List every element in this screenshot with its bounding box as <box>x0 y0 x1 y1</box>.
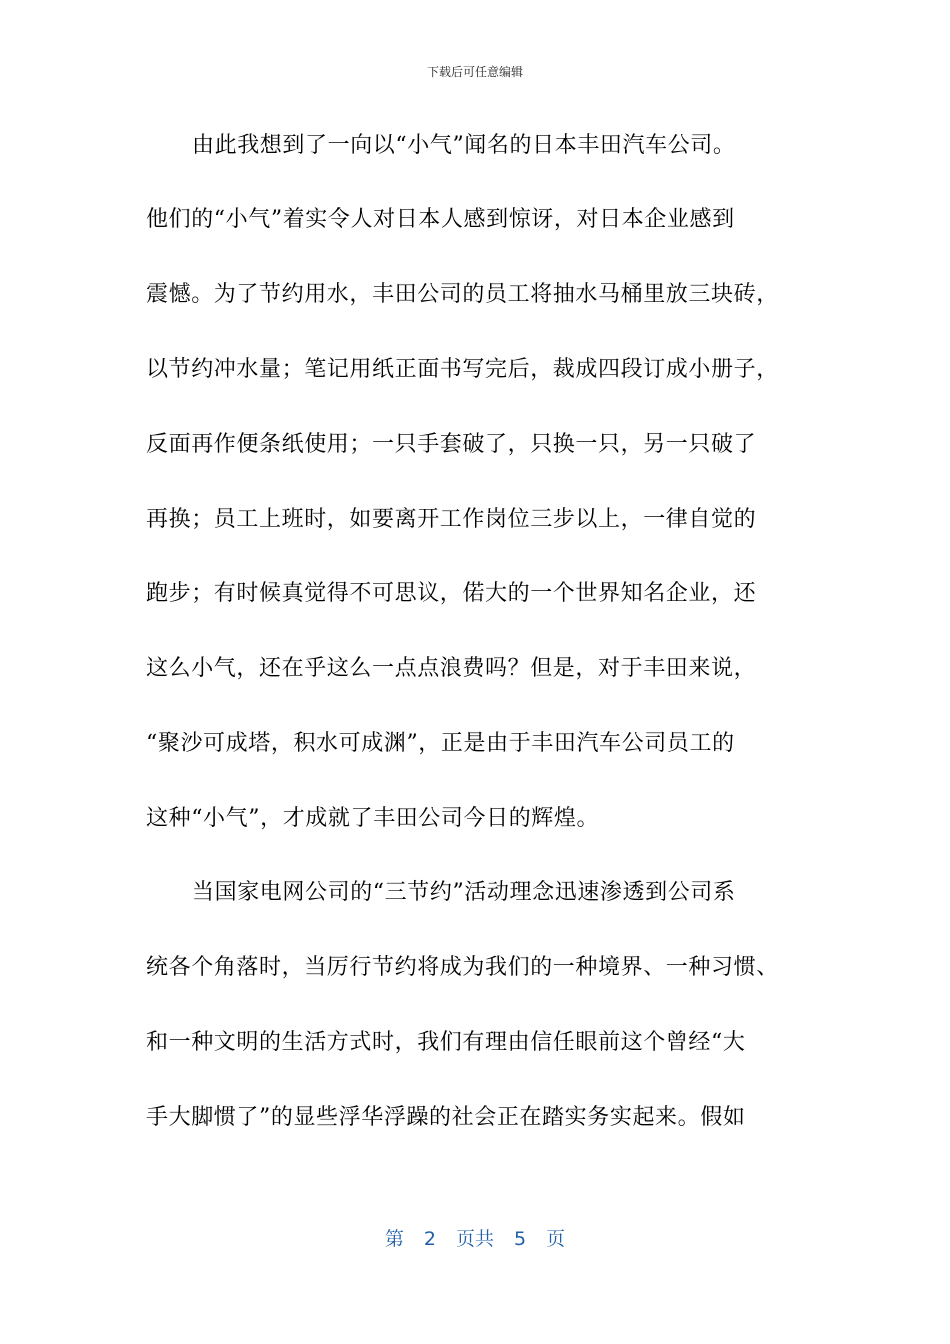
paragraph-1-line-2: 他们的“小气”着实令人对日本人感到惊讶，对日本企业感到 <box>146 207 735 232</box>
footer-current-page: 2 <box>423 1228 436 1250</box>
footer-total-pages: 5 <box>514 1228 527 1250</box>
paragraph-2-line-2: 统各个角落时，当厉行节约将成为我们的一种境界、一种习惯、 <box>146 955 779 980</box>
paragraph-2-line-4: 手大脚惯了”的显些浮华浮躁的社会正在踏实务实起来。假如 <box>146 1105 746 1130</box>
footer-middle: 页共 <box>455 1228 494 1250</box>
page-header: 下载后可任意编辑 <box>426 65 523 79</box>
paragraph-1-line-3: 震憾。为了节约用水，丰田公司的员工将抽水马桶里放三块砖， <box>146 282 779 307</box>
paragraph-1-line-6: 再换；员工上班时，如要离开工作岗位三步以上，一律自觉的 <box>146 507 757 532</box>
paragraph-1-line-5: 反面再作便条纸使用；一只手套破了，只换一只，另一只破了 <box>146 432 757 457</box>
paragraph-1-line-9: “聚沙可成塔，积水可成渊”，正是由于丰田汽车公司员工的 <box>146 731 735 756</box>
footer-prefix: 第 <box>384 1228 404 1250</box>
paragraph-2-line-3: 和一种文明的生活方式时，我们有理由信任眼前这个曾经“大 <box>146 1030 746 1055</box>
footer-suffix: 页 <box>546 1228 566 1250</box>
paragraph-1-line-1: 由此我想到了一向以“小气”闻名的日本丰田汽车公司。 <box>192 133 736 158</box>
paragraph-1-line-8: 这么小气，还在乎这么一点点浪费吗？但是，对于丰田来说， <box>146 656 757 681</box>
page-footer <box>0 1226 950 1252</box>
paragraph-1-line-4: 以节约冲水量；笔记用纸正面书写完后，裁成四段订成小册子， <box>146 357 779 382</box>
paragraph-1-line-7: 跑步；有时候真觉得不可思议，偌大的一个世界知名企业，还 <box>146 581 757 606</box>
paragraph-2-line-1: 当国家电网公司的“三节约”活动理念迅速渗透到公司系 <box>192 880 736 905</box>
paragraph-1-line-10: 这种“小气”，才成就了丰田公司今日的辉煌。 <box>146 806 600 831</box>
